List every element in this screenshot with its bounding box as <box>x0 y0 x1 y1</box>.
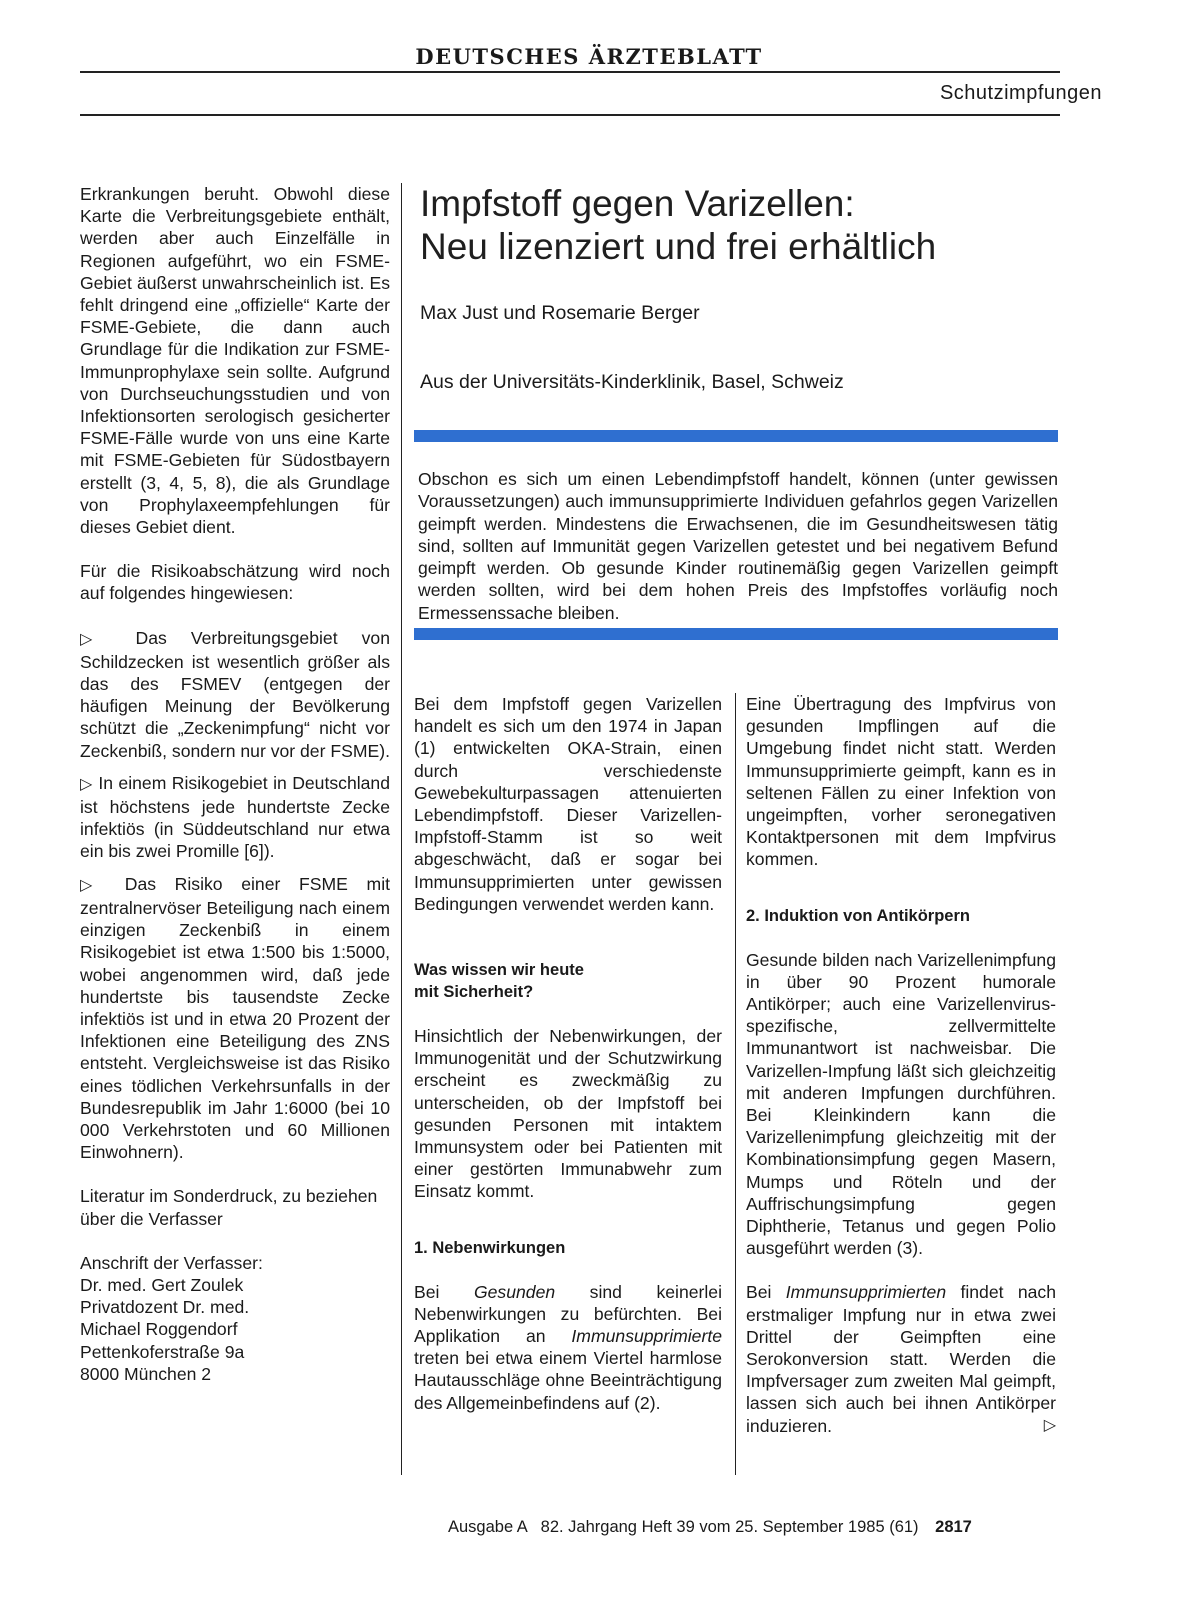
address-line-1: Dr. med. Gert Zoulek <box>80 1274 244 1295</box>
left-paragraph-2: Für die Risikoabschätzung wird noch auf folgendes hingewiesen: <box>80 561 390 604</box>
section-label: Schutzimpfungen <box>939 82 1102 104</box>
right-paragraph-1: Eine Übertragung des Impfvirus von gesunden Impflingen auf die Umgebung findet nicht statt. Werden Immunsupprimierte geimpft, kann es in seltenen Fällen zu einer Infektion von ungeimpften, vorher seronegativen Kontaktpersonen mit dem Impfvirus kommen. <box>746 694 1056 870</box>
address-line-5: 8000 München 2 <box>80 1363 212 1384</box>
article-authors: Max Just und Rosemarie Berger <box>420 302 700 324</box>
literature-note: Literatur im Sonderdruck, zu beziehen über die Verfasser <box>80 1186 378 1229</box>
section-heading-what-we-know <box>414 959 722 1003</box>
middle-paragraph-1: Bei dem Impfstoff gegen Varizellen handelt es sich um den 1974 in Japan (1) entwickelten OKA-Strain, einen durch verschiedenste Gewebekulturpassagen attenuierten Lebendimpfstoff. Dieser Varizellen-Impfstoff-Stamm ist so weit abgeschwächt, daß er sogar bei Immunsupprimierten unter gewissen Bedingungen verwendet werden kann. <box>414 694 722 914</box>
address-label: Anschrift der Verfasser: <box>80 1252 263 1273</box>
triangle-bullet-icon: ▷ <box>80 876 107 894</box>
section-heading-antibody-induction: 2. Induktion von Antikörpern <box>746 906 970 925</box>
bullet-text-2: In einem Risikogebiet in Deutschland ist höchstens jede hundertste Zecke infektiös (in Süddeutschland nur etwa ein bis zwei Promille [6]). <box>80 772 391 862</box>
address-line-2: Privatdozent Dr. med. <box>80 1297 250 1318</box>
text-run: treten bei etwa einem Viertel harmlose Hautausschläge ohne Beeinträchtigung des Allgemeinbefindens auf (2). <box>414 1348 722 1413</box>
triangle-bullet-icon: ▷ <box>80 775 93 793</box>
masthead: DEUTSCHES ÄRZTEBLATT <box>415 44 763 69</box>
author-address <box>80 1252 390 1385</box>
text-run: findet nach erstmaliger Impfung nur in etwa zwei Drittel der Geimpften eine Serokonversion statt. Werden die Impfversager zum zweiten Mal geimpft, lassen sich auch bei ihnen Antikörper induzieren. <box>746 1282 1056 1436</box>
page-footer <box>448 1518 972 1537</box>
address-line-4: Pettenkoferstraße 9a <box>80 1341 245 1362</box>
title-line-2: Neu lizenziert und frei erhältlich <box>420 226 937 267</box>
column-divider-right <box>735 693 736 1475</box>
article-abstract: Obschon es sich um einen Lebendimpfstoff handelt, können (unter gewissen Voraussetzungen) auch immunsupprimierte Individuen gefahrlos gegen Varizellen geimpft werden. Mindestens die Erwachsenen, die im Gesundheitswesen tätig sind, sollten auf Immunität gegen Varizellen getestet und bei negativem Befund geimpft werden. Ob gesunde Kinder routinemäßig gegen Varizellen geimpft werden sollten, wird bei dem hohen Preis des Impfstoffes vorläufig noch Ermessenssache bleiben. <box>418 469 1058 623</box>
bullet-text-3: Das Risiko einer FSME mit zentralnervöser Beteiligung nach einem einzigen Zeckenbiß in einem Risikogebiet ist etwa 1:500 bis 1:5000, wobei angenommen wird, daß jede hundertste bis tausendste Zecke infektiös ist und in etwa 20 Prozent der Infektionen eine Beteiligung des ZNS entsteht. Vergleichsweise ist das Risiko eines tödlichen Verkehrsunfalls in der Bundesrepublik im Jahr 1:6000 (bei 10 000 Verkehrstoten und 60 Millionen Einwohnern). <box>80 873 390 1163</box>
bullet-item-1 <box>80 627 390 762</box>
middle-paragraph-3 <box>414 1281 722 1414</box>
left-column <box>80 183 390 1385</box>
issue-info: Ausgabe A 82. Jahrgang Heft 39 vom 25. September 1985 (61) <box>448 1518 919 1536</box>
article-title <box>420 182 936 268</box>
heading-line-1: Was wissen wir heute <box>414 961 584 980</box>
header-rule <box>80 114 1060 116</box>
title-line-1: Impfstoff gegen Varizellen: <box>420 183 855 224</box>
article-affiliation: Aus der Universitäts-Kinderklinik, Basel, Schweiz <box>420 371 844 393</box>
right-paragraph-3 <box>746 1281 1056 1436</box>
column-divider-left <box>401 183 402 1475</box>
text-run: sind keinerlei Nebenwirkungen zu befürchten. Bei Applikation an <box>414 1281 722 1347</box>
emphasis-immunosuppressed: Immunsupprimierten <box>785 1282 947 1303</box>
bullet-item-3 <box>80 873 390 1164</box>
text-run: Bei <box>414 1281 474 1302</box>
bullet-text-1: Das Verbreitungsgebiet von Schildzecken ist wesentlich größer als das des FSMEV (entgegen der häufigen Meinung der Bevölkerung schützt die „Zeckenimpfung“ nicht vor Zeckenbiß, sondern nur vor der FSME). <box>80 627 391 761</box>
right-paragraph-2: Gesunde bilden nach Varizellenimpfung in über 90 Prozent humorale Antikörper; auch eine Varizellenvirus-spezifische, zellvermittelte Immunantwort ist nachweisbar. Die Varizellen-Impfung läßt sich gleichzeitig mit anderen Impfungen durchführen. Bei Kleinkindern kann die Varizellenimpfung gleichzeitig mit der Kombinationsimpfung gegen Masern, Mumps und Röteln und der Auffrischungsimpfung gegen Diphtherie, Tetanus und gegen Polio ausgeführt werden (3). <box>746 949 1056 1259</box>
continue-triangle-icon: ▷ <box>1043 1416 1056 1434</box>
right-column <box>746 693 1056 1437</box>
heading-line-2: mit Sicherheit? <box>414 983 534 1002</box>
abstract-top-bar <box>414 430 1058 442</box>
masthead-rule <box>80 71 1060 73</box>
bullet-item-2 <box>80 772 390 863</box>
address-line-3: Michael Roggendorf <box>80 1319 238 1340</box>
text-run: Bei <box>746 1282 786 1303</box>
left-paragraph-1: Erkrankungen beruht. Obwohl diese Karte die Verbreitungsgebiete enthält, werden aber auch Einzelfälle in Regionen aufgeführt, wo ein FSME-Gebiet äußerst unwahrscheinlich ist. Es fehlt dringend eine „offizielle“ Karte der FSME-Gebiete, die dann auch Grundlage für die Indikation zur FSME-Immunprophylaxe sein sollte. Aufgrund von Durchseuchungsstudien und von Infektionsorten serologisch gesicherter FSME-Fälle wurde von uns eine Karte mit FSME-Gebieten für Südostbayern erstellt (3, 4, 5, 8), die als Grundlage von Prophylaxeempfehlungen für dieses Gebiet dient. <box>80 184 390 538</box>
middle-paragraph-2: Hinsichtlich der Nebenwirkungen, der Immunogenität und der Schutzwirkung erscheint es zweckmäßig zu unterscheiden, ob der Impfstoff bei gesunden Personen mit intaktem Immunsystem oder bei Patienten mit einer gestörten Immunabwehr zum Einsatz kommt. <box>414 1026 722 1202</box>
abstract-bottom-bar <box>414 628 1058 640</box>
middle-column <box>414 693 722 1414</box>
triangle-bullet-icon: ▷ <box>80 630 112 648</box>
section-heading-side-effects: 1. Nebenwirkungen <box>414 1238 566 1257</box>
emphasis-immunosuppressed: Immunsupprimierte <box>571 1326 722 1347</box>
page-number: 2817 <box>935 1518 972 1536</box>
emphasis-healthy: Gesunden <box>473 1281 556 1302</box>
